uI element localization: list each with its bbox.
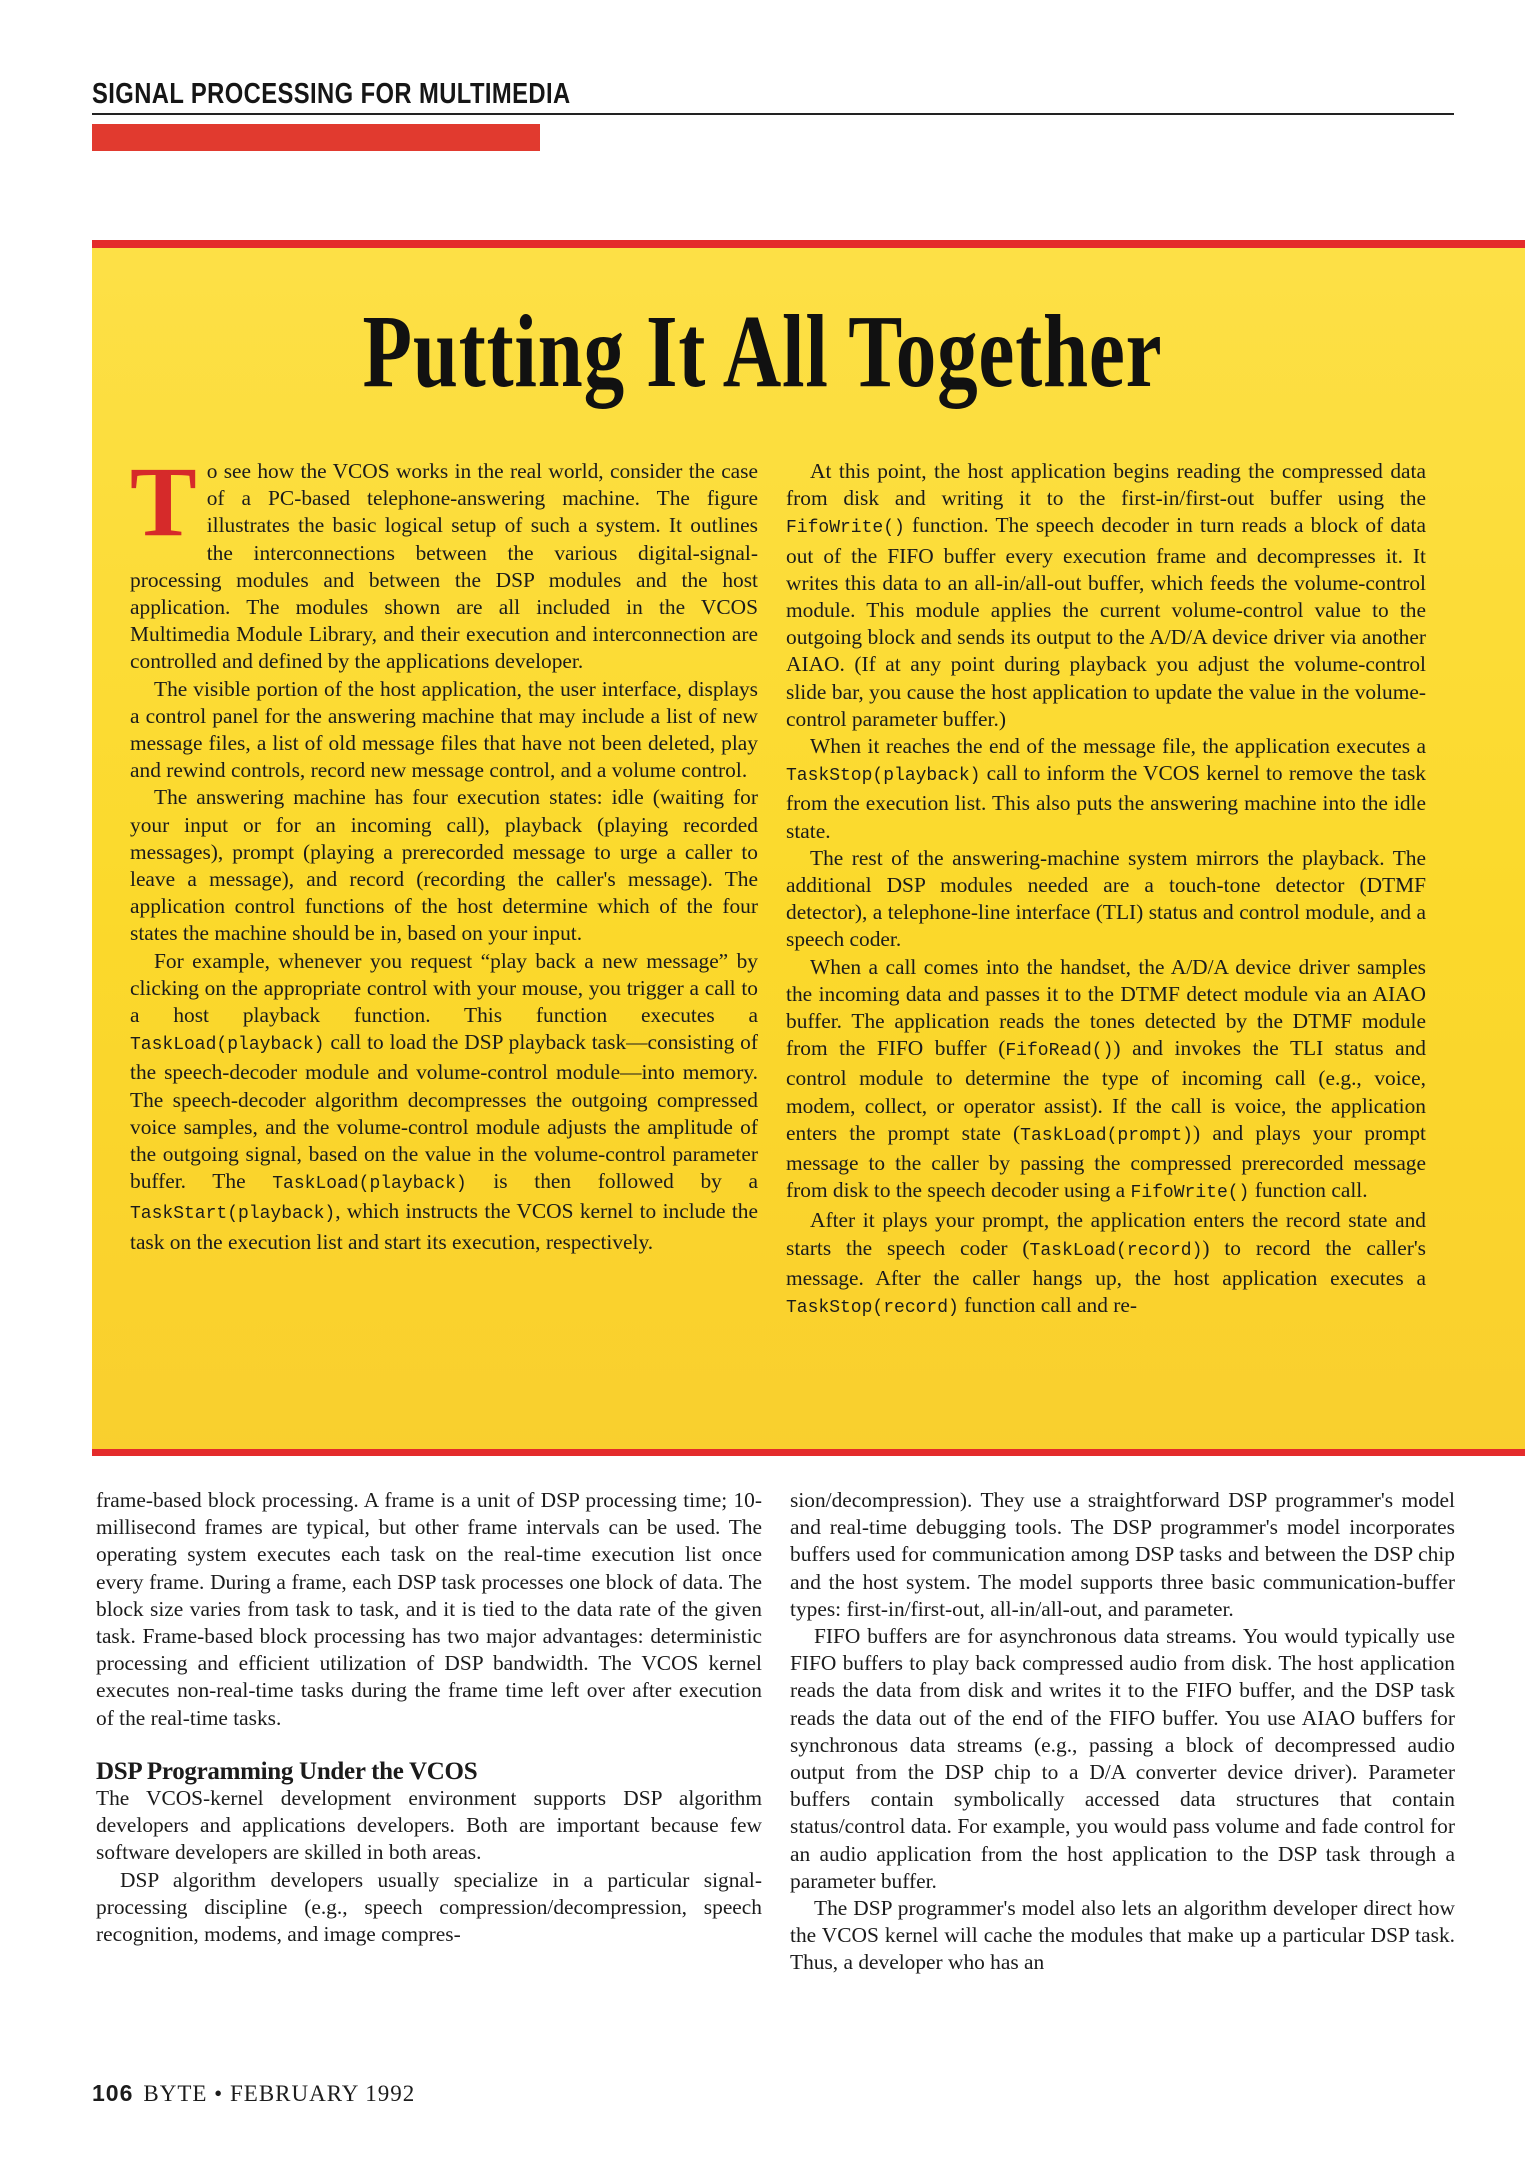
header-accent-bar bbox=[92, 124, 540, 151]
text: function call. bbox=[1249, 1178, 1368, 1203]
sidebar-paragraph bbox=[786, 1207, 1426, 1322]
text: function. The speech decoder in turn reads a block of data out of the FIFO buffer every execution frame and decompresses it. It writes this data to an all-in/all-out buffer, which feeds the volume-control module. This module applies the current volume-control value to the outgoing block and sends its output to the A/D/A device driver via another AIAO. (If at any point during playback you adjust the volume-control slide bar, you cause the host application to update the value in the volume-control parameter buffer.) bbox=[786, 513, 1426, 731]
paragraph-text: o see how the VCOS works in the real world, consider the case of a PC-based telephone-answering machine. The figure illustrates the basic logical setup of such a system. It outlines the interconnections between the various digital-signal-processing modules and between the DSP modules and the host application. The modules shown are all included in the VCOS Multimedia Module Library, and their execution and interconnection are controlled and defined by the applications developer. bbox=[130, 459, 758, 674]
sidebar-right-column bbox=[786, 458, 1426, 1322]
body-paragraph: frame-based block processing. A frame is a unit of DSP processing time; 10-millisecond frames are typical, but other frame intervals can be used. The operating system executes each task on the real-time execution list once every frame. During a frame, each DSP task processes one block of data. The block size varies from task to task, and it is tied to the data rate of the given task. Frame-based block processing has two major advantages: deterministic processing and efficient utilization of DSP bandwidth. The VCOS kernel executes non-real-time tasks during the frame time left over after execution of the real-time tasks. bbox=[96, 1488, 762, 1730]
text: When a call comes into the handset, the A/D/A device driver samples the incoming data and passes it to the DTMF detect module via an AIAO buffer. The application reads the tones detected by the DTMF module from the FIFO buffer ( bbox=[786, 954, 1426, 1061]
text: When it reaches the end of the message file, the application executes a bbox=[810, 734, 1426, 759]
text: For example, whenever you request “play back a new message” by clicking on the appropriate control with your mouse, you trigger a call to a host playback function. This function executes a bbox=[130, 948, 758, 1028]
text: is then followed by a bbox=[466, 1169, 758, 1194]
page-number: 106 bbox=[92, 2080, 134, 2106]
text: ) and invokes the TLI status and control module to determine the type of incoming call (e.g., voice, modem, collect, or operator assist). If the call is voice, the application enters the prompt state ( bbox=[786, 1036, 1426, 1145]
body-right-column bbox=[790, 1487, 1455, 1977]
sidebar-paragraph bbox=[786, 733, 1426, 845]
body-paragraph: FIFO buffers are for asynchronous data streams. You would typically use FIFO buffers to play back compressed audio from disk. The host application reads the data from disk and writes it to the FIFO buffer, and the DSP task reads the data out of the end of the FIFO buffer. You use AIAO buffers for synchronous data streams (e.g., passing a block of decompressed audio output from the DSP chip to a D/A converter device driver). Parameter buffers contain symbolically accessed data structures that contain status/control data. For example, you would pass volume and fade control for an audio application from the host application to the DSP task through a parameter buffer. bbox=[790, 1624, 1455, 1893]
text: function call and re- bbox=[958, 1293, 1138, 1318]
sidebar-paragraph: The answering machine has four execution states: idle (waiting for your input or for an incoming call), playback (playing recorded messages), prompt (playing a prerecorded message to urge a caller to leave a message), and record (recording the caller's message). The application control functions of the host determine which of the four states the machine should be in, based on your input. bbox=[130, 785, 758, 946]
body-left-column bbox=[96, 1487, 762, 1948]
sidebar-title: Putting It All Together bbox=[362, 294, 1163, 409]
body-paragraph: sion/decompression). They use a straightforward DSP programmer's model and real-time debugging tools. The DSP programmer's model incorporates buffers used for communication among DSP tasks and between the DSP chip and the host system. The model supports three basic communication-buffer types: first-in/first-out, all-in/all-out, and parameter. bbox=[790, 1488, 1455, 1621]
code-snippet: TaskLoad(playback) bbox=[272, 1174, 467, 1195]
header-rule bbox=[92, 113, 1454, 115]
text: ) to record the caller's message. After the caller hangs up, the host application executes a bbox=[786, 1235, 1426, 1290]
text: At this point, the host application begins reading the compressed data from disk and writing it to the first-in/first-out buffer using the bbox=[786, 459, 1426, 511]
page-footer bbox=[92, 2080, 415, 2107]
sidebar-paragraph bbox=[130, 948, 758, 1256]
section-label: SIGNAL PROCESSING FOR MULTIMEDIA bbox=[92, 78, 571, 110]
code-snippet: TaskLoad(record) bbox=[1029, 1240, 1203, 1261]
code-snippet: TaskLoad(playback) bbox=[130, 1035, 325, 1056]
text: , which instructs the VCOS kernel to include the task on the execution list and start its execution, respectively. bbox=[130, 1199, 758, 1254]
code-snippet: FifoWrite() bbox=[786, 518, 905, 539]
code-snippet: TaskLoad(prompt) bbox=[1020, 1125, 1193, 1146]
text: ) and plays your prompt message to the caller by passing the compressed prerecorded message from disk to the speech decoder using a bbox=[786, 1120, 1426, 1203]
section-heading: DSP Programming Under the VCOS bbox=[96, 1757, 478, 1785]
code-snippet: TaskStart(playback) bbox=[130, 1204, 336, 1225]
sidebar-paragraph bbox=[786, 458, 1426, 733]
drop-cap: T bbox=[130, 446, 197, 557]
sidebar-bottom-rule bbox=[92, 1449, 1525, 1456]
sidebar-left-column bbox=[130, 446, 758, 1256]
body-paragraph: The DSP programmer's model also lets an algorithm developer direct how the VCOS kernel will cache the modules that make up a particular DSP task. Thus, a developer who has an bbox=[790, 1896, 1455, 1975]
body-paragraph: The VCOS-kernel development environment supports DSP algorithm developers and applications developers. Both are important because few software developers are skilled in both areas. bbox=[96, 1786, 762, 1865]
body-paragraph: DSP algorithm developers usually specialize in a particular signal-processing discipline (e.g., speech compression/decompression, speech recognition, modems, and image compres- bbox=[96, 1867, 762, 1947]
publication-line: BYTE • FEBRUARY 1992 bbox=[143, 2081, 416, 2106]
code-snippet: FifoWrite() bbox=[1130, 1183, 1250, 1204]
sidebar-paragraph bbox=[130, 446, 758, 676]
text: call to load the DSP playback task—consisting of the speech-decoder module and volume-control module—into memory. The speech-decoder algorithm decompresses the outgoing compressed voice samples, and the volume-control module adjusts the amplitude of the outgoing signal, based on the value in the volume-control parameter buffer. The bbox=[130, 1030, 758, 1194]
sidebar-paragraph: The rest of the answering-machine system mirrors the playback. The additional DSP modules needed are a touch-tone detector (DTMF detector), a telephone-line interface (TLI) status and control module, and a speech coder. bbox=[786, 845, 1426, 952]
code-snippet: TaskStop(record) bbox=[786, 1298, 959, 1319]
text: call to inform the VCOS kernel to remove the task from the execution list. This also puts the answering machine into the idle state. bbox=[786, 761, 1426, 843]
code-snippet: TaskStop(playback) bbox=[786, 766, 981, 787]
text: After it plays your prompt, the application enters the record state and starts the speech coder ( bbox=[786, 1208, 1426, 1260]
sidebar-paragraph: The visible portion of the host application, the user interface, displays a control panel for the answering machine that may include a list of new message files, a list of old message files that have not been deleted, play and rewind controls, record new message control, and a volume control. bbox=[130, 676, 758, 783]
sidebar-paragraph bbox=[786, 954, 1426, 1208]
sidebar-top-rule bbox=[92, 240, 1525, 248]
code-snippet: FifoRead() bbox=[1005, 1041, 1114, 1062]
